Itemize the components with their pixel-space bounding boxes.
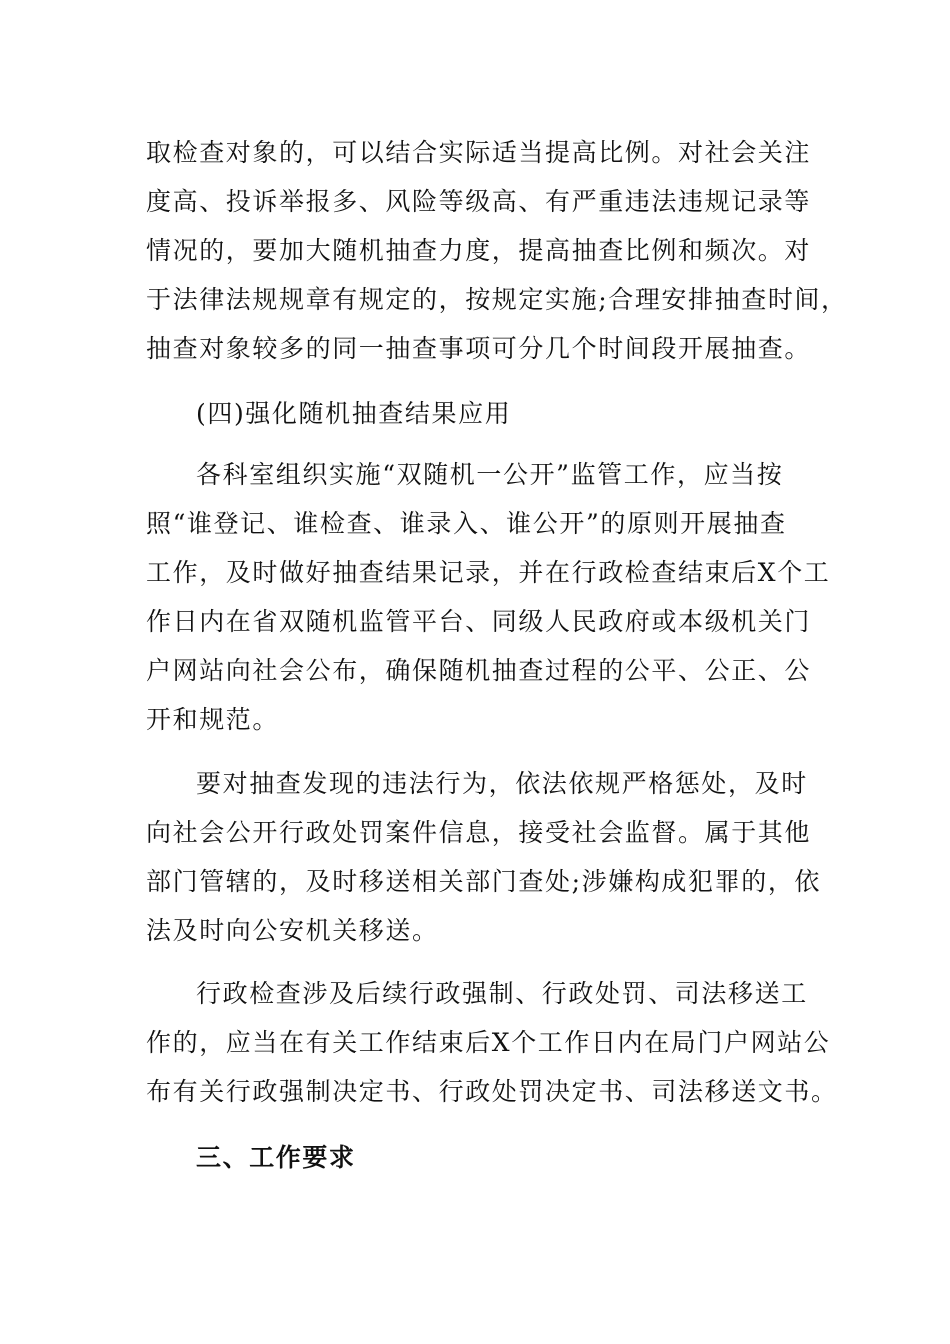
section-heading-4: (四)强化随机抽查结果应用: [196, 399, 512, 428]
paragraph-result-publication: [146, 450, 831, 744]
text-line: 作的，应当在有关工作结束后X个工作日内在局门户网站公: [146, 1028, 831, 1057]
text-line: 作日内在省双随机监管平台、同级人民政府或本级机关门: [146, 607, 812, 636]
text-line: 工作，及时做好抽查结果记录，并在行政检查结束后X个工: [146, 558, 831, 587]
section-heading-3: 三、工作要求: [196, 1143, 356, 1172]
text-line: 情况的，要加大随机抽查力度，提高抽查比例和频次。对: [146, 236, 812, 265]
paragraph-sampling-ratio: [146, 128, 848, 373]
text-line: 部门管辖的，及时移送相关部门查处;涉嫌构成犯罪的，依: [146, 867, 822, 896]
text-line: 法及时向公安机关移送。: [146, 916, 439, 945]
text-line: 于法律法规规章有规定的，按规定实施;合理安排抽查时间，: [146, 285, 848, 314]
text-line: 抽查对象较多的同一抽查事项可分几个时间段开展抽查。: [146, 334, 812, 363]
text-line: 取检查对象的，可以结合实际适当提高比例。对社会关注: [146, 138, 812, 167]
paragraph-violation-handling: [146, 759, 826, 955]
text-line: 行政检查涉及后续行政强制、行政处罚、司法移送工: [196, 979, 808, 1008]
text-line: 户网站向社会公布，确保随机抽查过程的公平、公正、公: [146, 656, 812, 685]
text-line: 向社会公开行政处罚案件信息，接受社会监督。属于其他: [146, 818, 812, 847]
text-line: 照“谁登记、谁检查、谁录入、谁公开”的原则开展抽查: [146, 509, 787, 538]
text-line: 布有关行政强制决定书、行政处罚决定书、司法移送文书。: [146, 1077, 838, 1106]
text-line: 度高、投诉举报多、风险等级高、有严重违法违规记录等: [146, 187, 812, 216]
text-line: 开和规范。: [146, 705, 280, 734]
text-line: 各科室组织实施“双随机一公开”监管工作，应当按: [196, 460, 784, 489]
text-line: 要对抽查发现的违法行为，依法依规严格惩处，及时: [196, 769, 808, 798]
paragraph-follow-up-publication: [146, 969, 838, 1116]
